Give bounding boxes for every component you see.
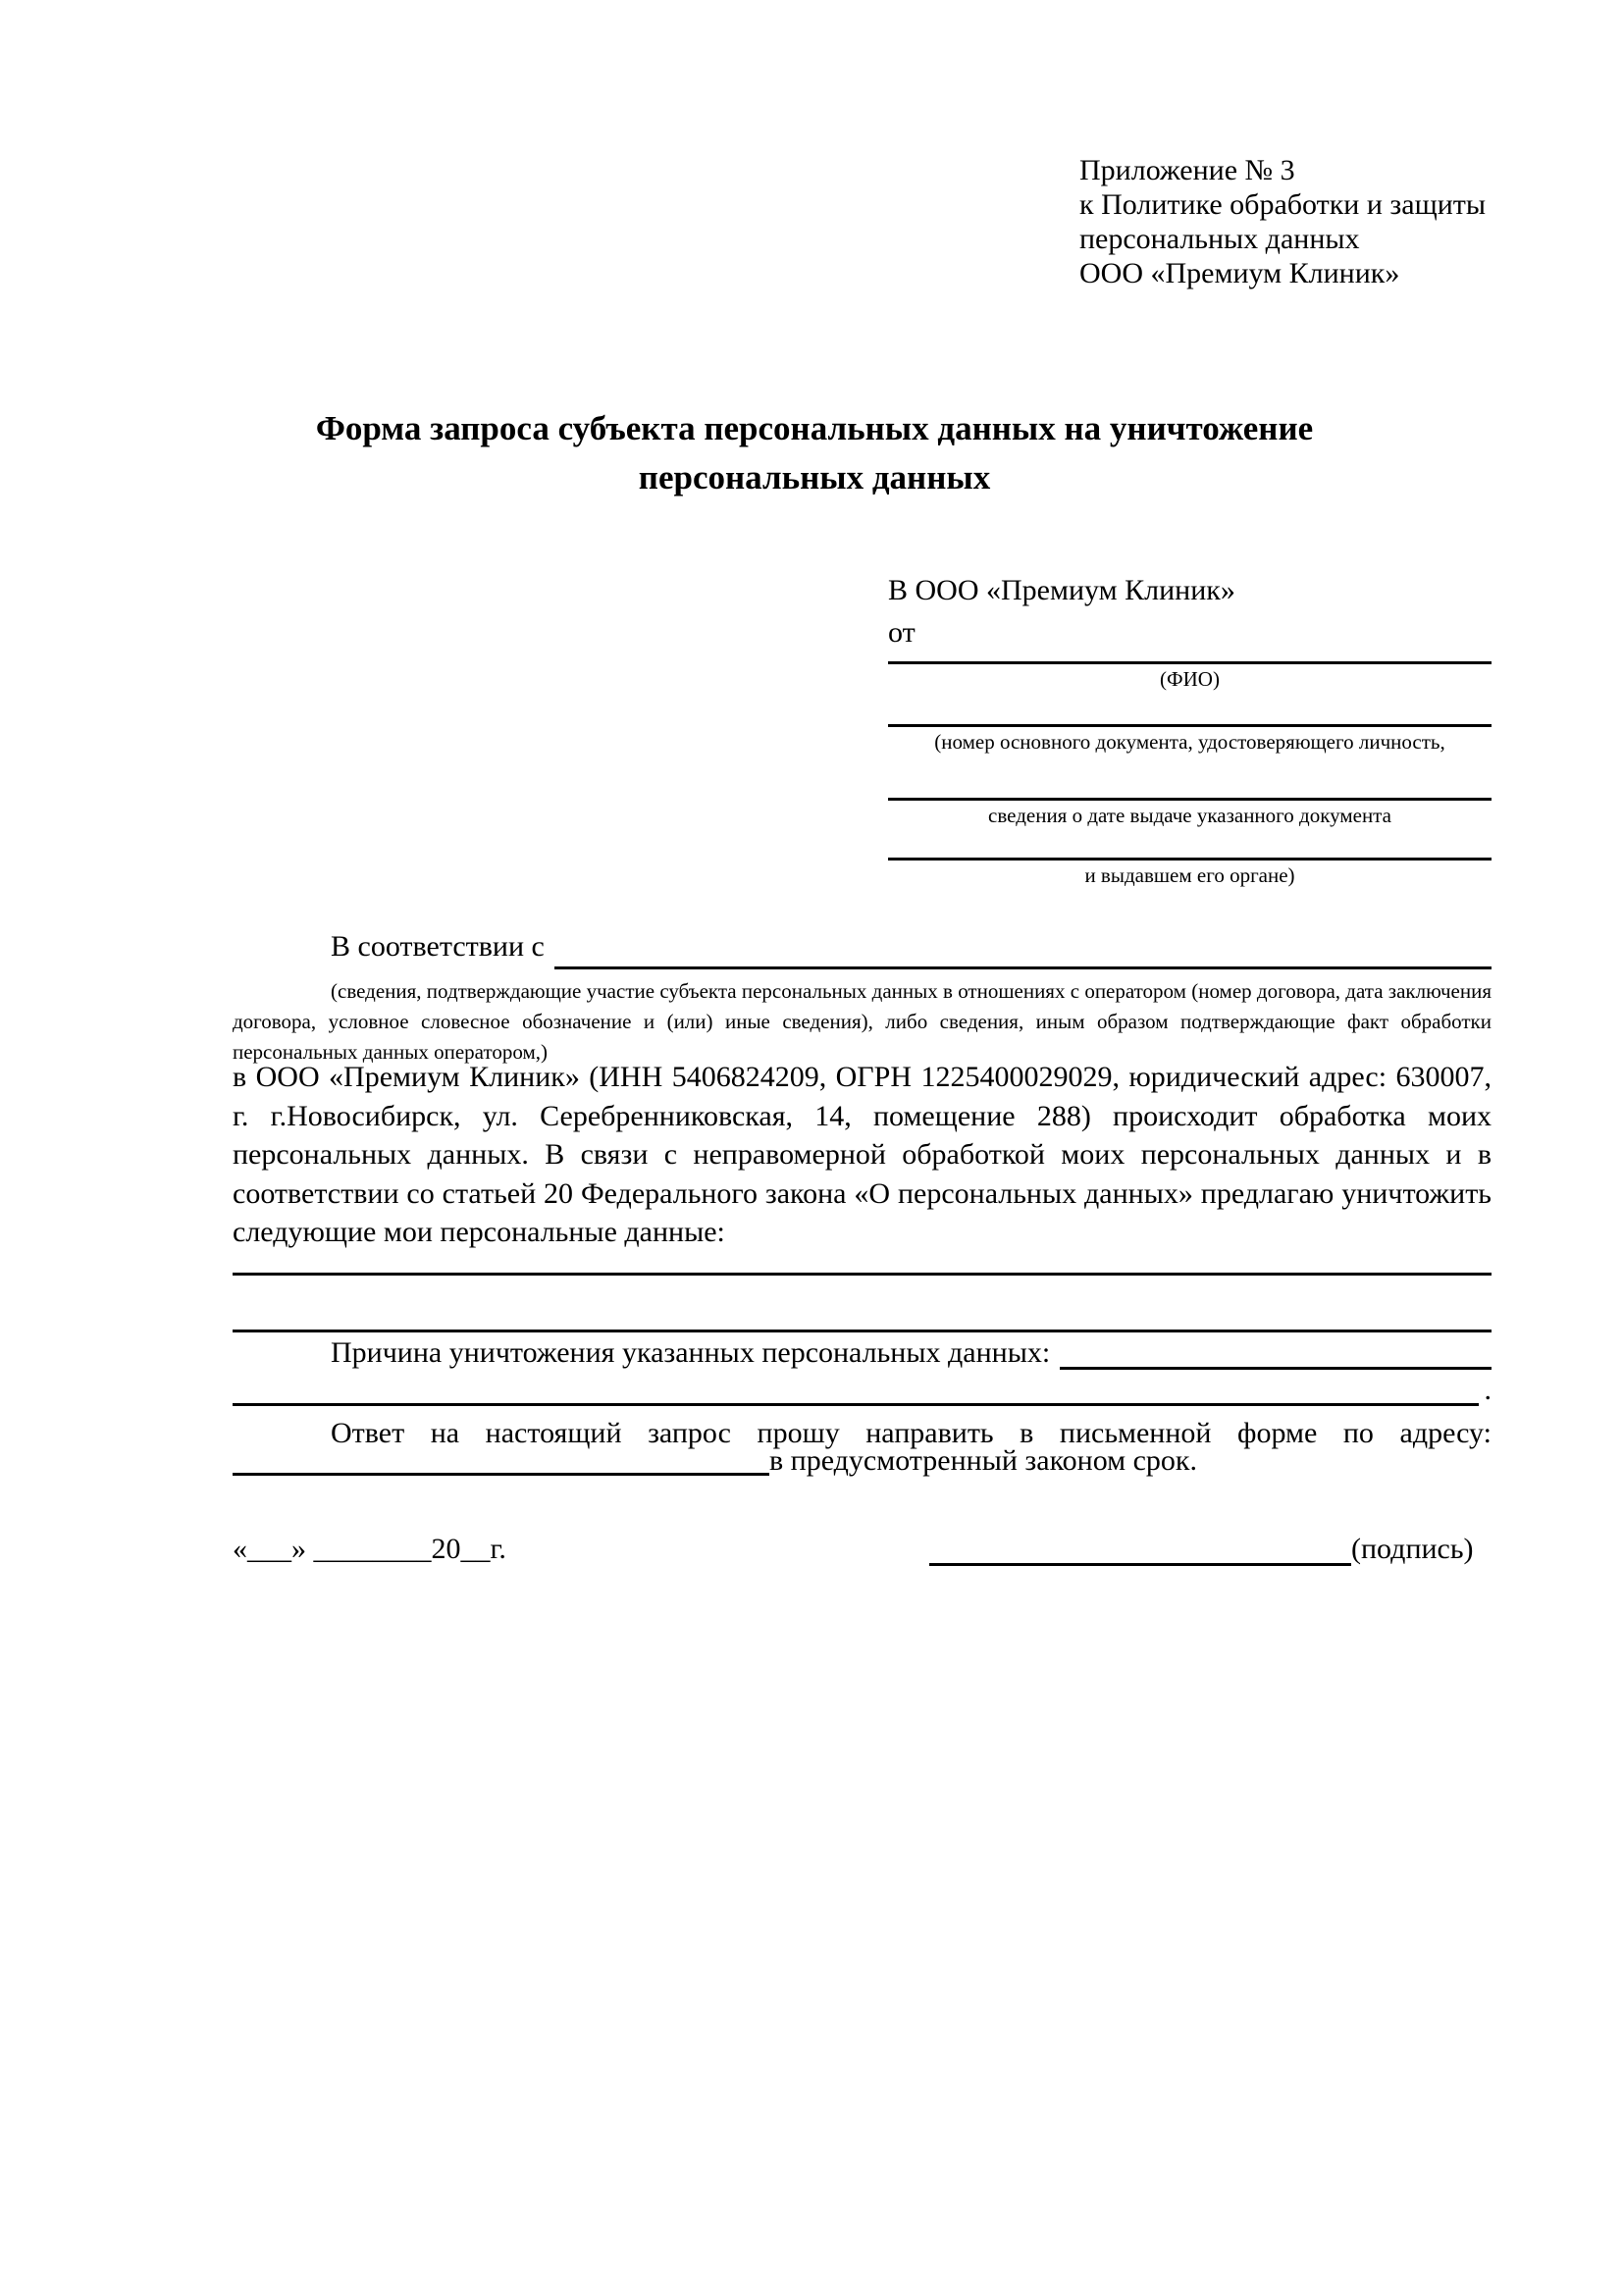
addressee-from-label: от	[888, 616, 916, 649]
appendix-header-line: ООО «Премиум Клиник»	[1079, 257, 1400, 289]
signature-blank-line	[929, 1533, 1351, 1566]
address-blank-line	[233, 1444, 769, 1476]
personal-data-blank-line-2	[233, 1330, 1492, 1332]
appendix-header-line: персональных данных	[1079, 223, 1360, 255]
appendix-header	[1079, 153, 1541, 290]
form-title-line1: Форма запроса субъекта персональных данных на уничтожение	[315, 409, 1314, 447]
personal-data-blank-line-1	[233, 1273, 1492, 1276]
reason-blank-line-2	[233, 1374, 1479, 1406]
issue-date-caption: сведения о дате выдаче указанного документа	[988, 804, 1391, 827]
accordance-footnote: (сведения, подтверждающие участие субъекта персональных данных в отношениях с оператором (номер договора, дата заключения договора, условное словесное обозначение и (или) иные сведения), либо сведения, иным образом подтверждающие факт обработки персональных данных оператором,)	[233, 979, 1492, 1064]
response-tail-text: в предусмотренный законом срок.	[769, 1444, 1197, 1477]
reason-continuation-line	[233, 1374, 1492, 1406]
response-address-line	[233, 1444, 1492, 1476]
signature-caption: (подпись)	[1351, 1533, 1474, 1565]
response-paragraph: Ответ на настоящий запрос прошу направить в письменной форме по адресу:	[331, 1417, 1492, 1449]
date-placeholder: «___» ________20__г.	[233, 1533, 506, 1565]
sentence-period: .	[1484, 1374, 1492, 1406]
form-title	[162, 404, 1467, 502]
reason-blank-line	[1060, 1336, 1492, 1370]
addressee-to: В ООО «Премиум Клиник»	[888, 574, 1235, 606]
paragraph-indent	[233, 1336, 331, 1370]
accordance-blank-line	[554, 930, 1492, 969]
signature-row	[929, 1533, 1492, 1566]
paragraph-indent	[233, 930, 331, 969]
reason-line	[233, 1336, 1492, 1370]
issuing-authority-caption: и выдавшем его органе)	[1084, 863, 1295, 887]
document-number-caption: (номер основного документа, удостоверяющего личность,	[934, 730, 1445, 754]
appendix-header-line: Приложение № 3	[1079, 154, 1295, 186]
accordance-lead-text: В соответствии с	[331, 930, 545, 963]
request-paragraph: в ООО «Премиум Клиник» (ИНН 5406824209, ОГРН 1225400029029, юридический адрес: 630007, г. г.Новосибирск, ул. Серебренниковская, 14, помещение 288) происходит обработка моих персональных данных. В связи с неправомерной обработкой моих персональных данных и в соответствии со статьей 20 Федерального закона «О персональных данных» предлагаю уничтожить следующие мои персональные данные:	[233, 1061, 1492, 1248]
form-title-line2: персональных данных	[638, 458, 991, 496]
appendix-header-line: к Политике обработки и защиты	[1079, 188, 1487, 221]
issuing-authority-blank-line	[888, 858, 1492, 861]
issue-date-blank-line	[888, 798, 1492, 801]
reason-label: Причина уничтожения указанных персональных данных:	[331, 1336, 1051, 1369]
document-number-blank-line	[888, 724, 1492, 727]
fio-caption: (ФИО)	[1160, 667, 1220, 691]
fio-blank-line	[888, 661, 1492, 664]
accordance-line	[233, 930, 1492, 969]
